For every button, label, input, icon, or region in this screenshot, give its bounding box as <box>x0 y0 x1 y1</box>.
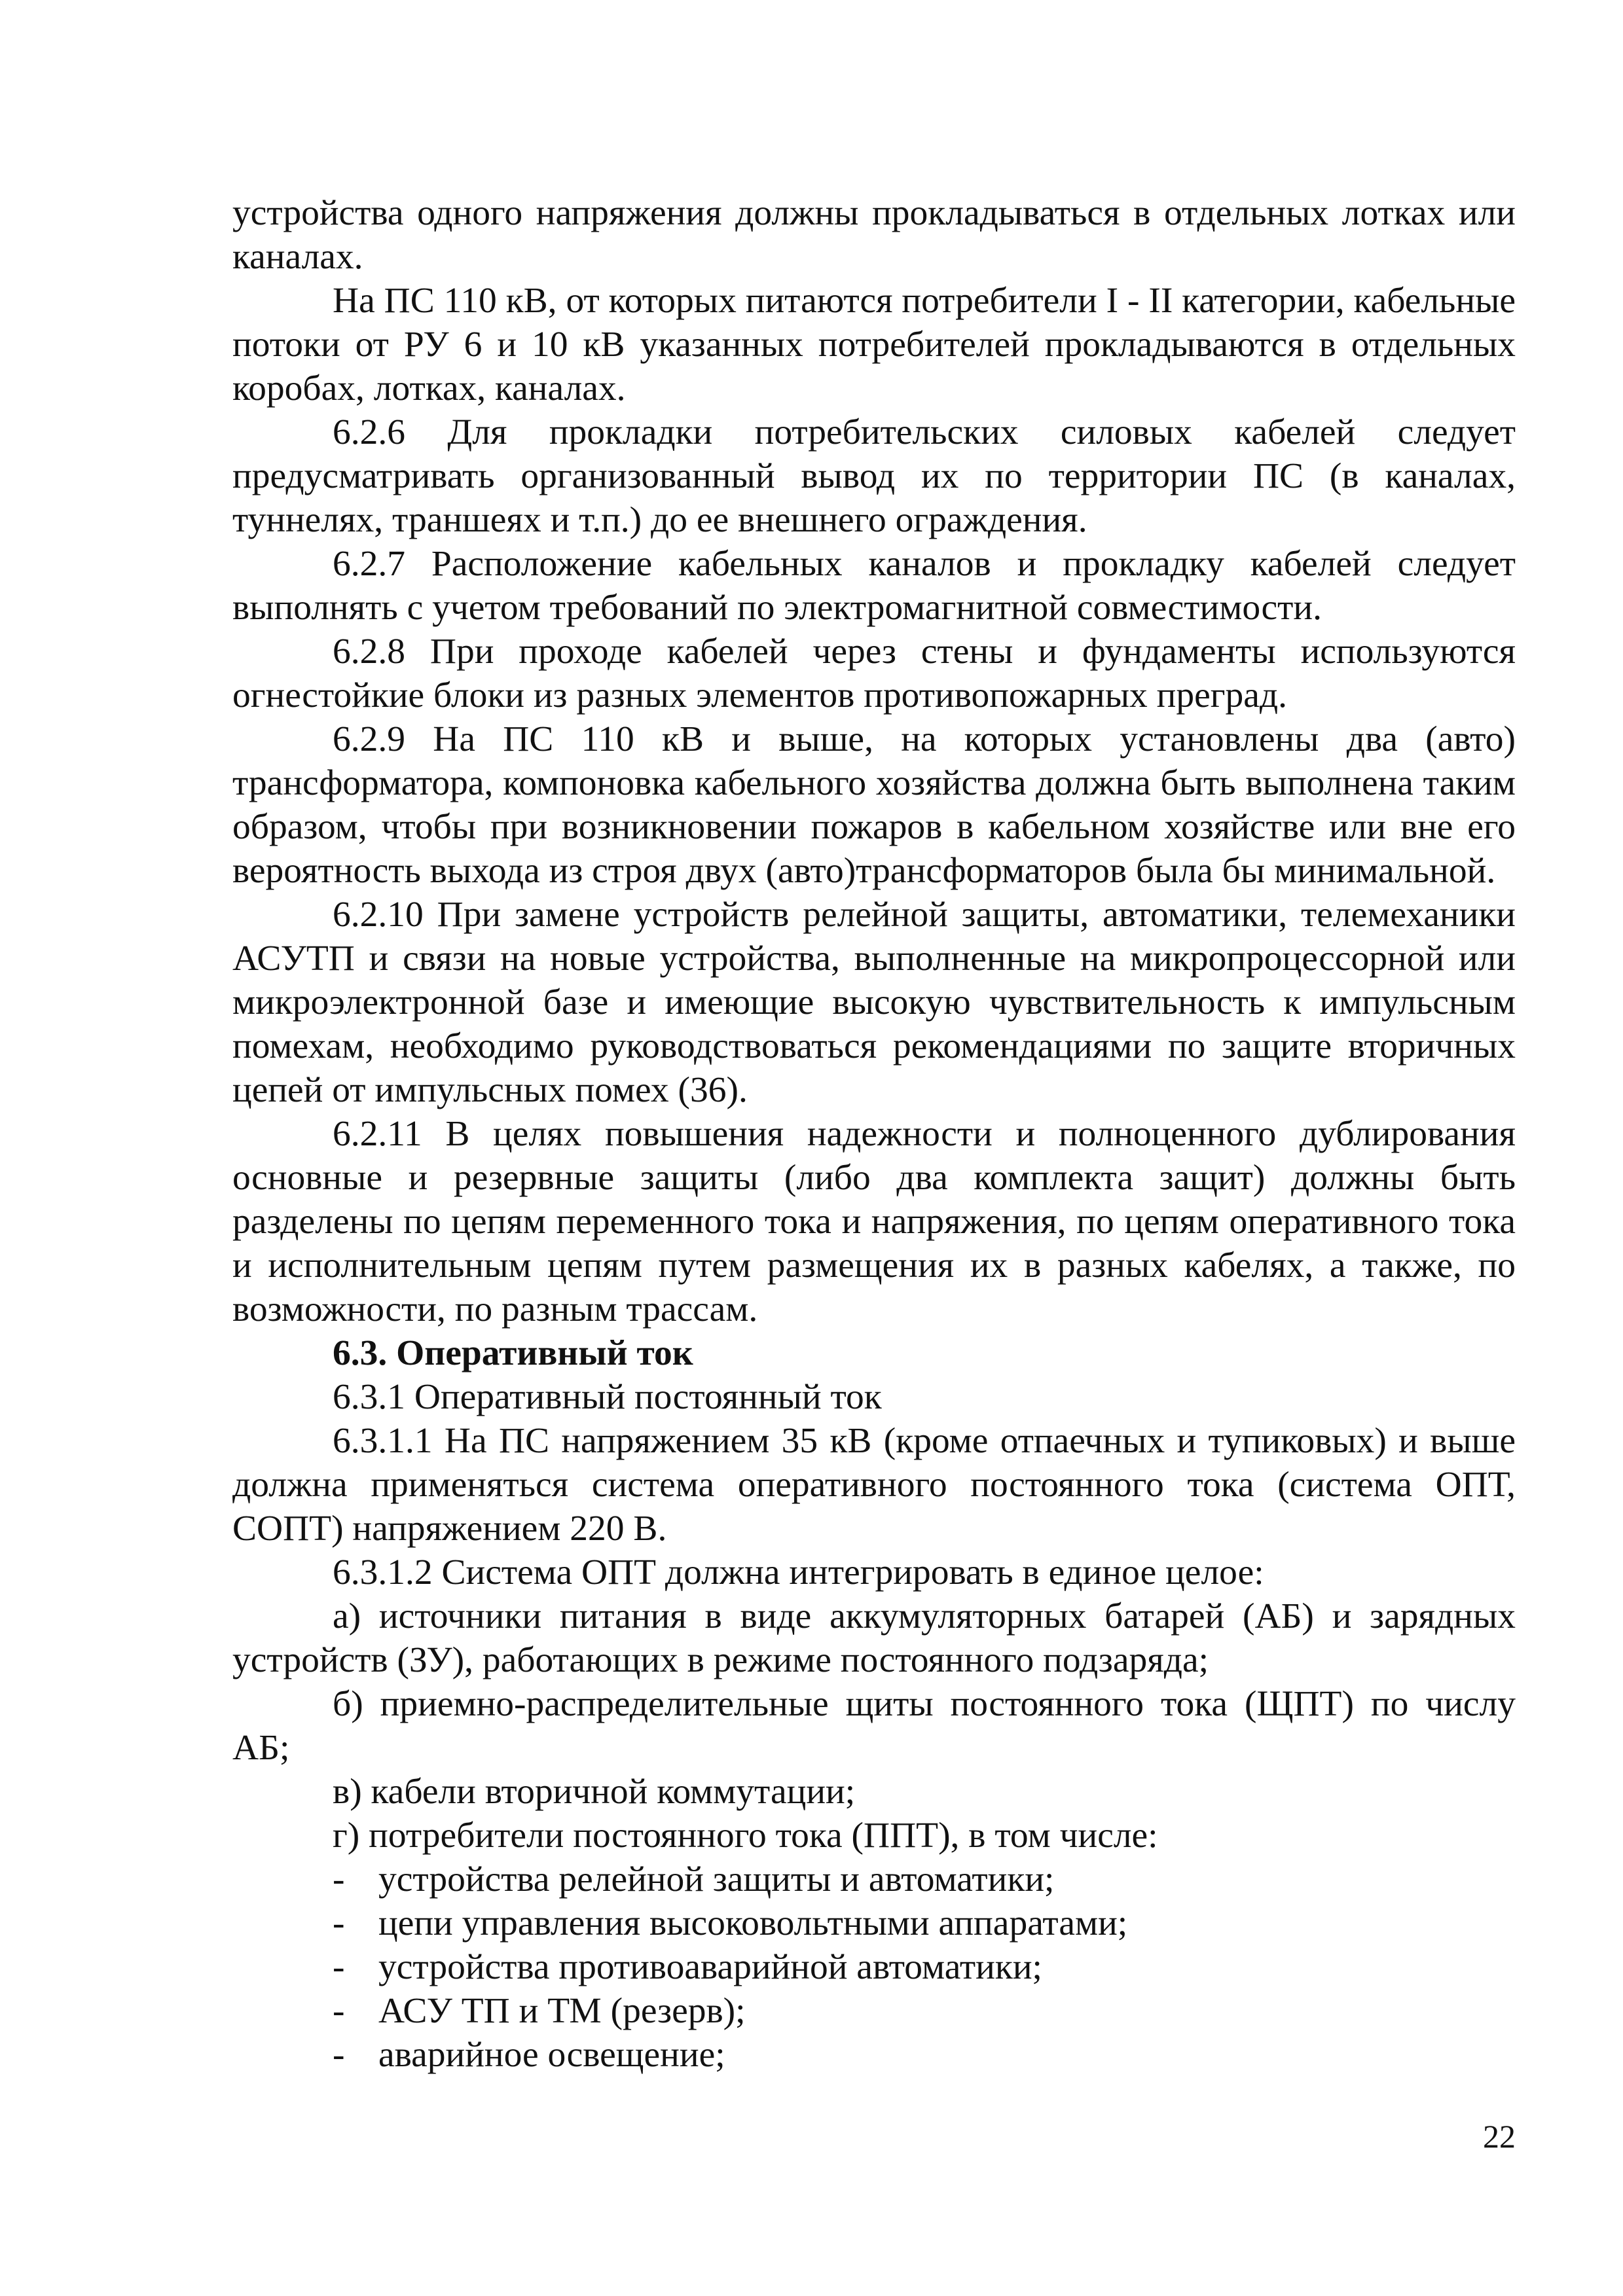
paragraph-ps-110kv: На ПС 110 кВ, от которых питаются потребители I - II категории, кабельные потоки от РУ 6 и 10 кВ указанных потребителей прокладываются в отдельных коробах, лотках, каналах. <box>232 281 1516 408</box>
paragraph-6-2-11: 6.2.11 В целях повышения надежности и полноценного дублирования основные и резервные защиты (либо два комплекта защит) должны быть разделены по цепям переменного тока и напряжения, по цепям оперативного тока и исполнительным цепям путем размещения их в разных кабелях, а также, по возможности, по разным трассам. <box>232 1114 1516 1329</box>
bullet-item <box>232 1945 1516 1989</box>
paragraph-6-2-8: 6.2.8 При проходе кабелей через стены и фундаменты используются огнестойкие блоки из разных элементов противопожарных преград. <box>232 632 1516 715</box>
bullet-text: устройства противоаварийной автоматики; <box>378 1947 1042 1987</box>
bullet-item <box>232 1901 1516 1945</box>
page-number: 22 <box>1483 2118 1516 2155</box>
subsection-6-3-1: 6.3.1 Оперативный постоянный ток <box>333 1377 882 1417</box>
list-item-a: а) источники питания в виде аккумуляторных батарей (АБ) и зарядных устройств (ЗУ), работающих в режиме постоянного подзаряда; <box>232 1596 1516 1680</box>
list-item-g: г) потребители постоянного тока (ППТ), в том числе: <box>333 1816 1158 1856</box>
bullet-dash: - <box>333 1991 345 2031</box>
bullet-text: цепи управления высоковольтными аппаратами; <box>378 1903 1128 1943</box>
paragraph-6-3-1-2: 6.3.1.2 Система ОПТ должна интегрировать в единое целое: <box>333 1552 1264 1592</box>
bullet-dash: - <box>333 1947 345 1987</box>
paragraph-6-2-6: 6.2.6 Для прокладки потребительских силовых кабелей следует предусматривать организованный вывод их по территории ПС (в каналах, туннелях, траншеях и т.п.) до ее внешнего ограждения. <box>232 412 1516 540</box>
bullet-text: устройства релейной защиты и автоматики; <box>378 1859 1055 1899</box>
bullet-item <box>232 1857 1516 1901</box>
paragraph-6-3-1-1: 6.3.1.1 На ПС напряжением 35 кВ (кроме отпаечных и тупиковых) и выше должна применяться система оперативного постоянного тока (система ОПТ, СОПТ) напряжением 220 В. <box>232 1421 1516 1549</box>
list-item-b: б) приемно-распределительные щиты постоянного тока (ЩПТ) по числу АБ; <box>232 1684 1516 1768</box>
paragraph-6-2-9: 6.2.9 На ПС 110 кВ и выше, на которых установлены два (авто) трансформатора, компоновка кабельного хозяйства должна быть выполнена таким образом, чтобы при возникновении пожаров в кабельном хозяйстве или вне его вероятность выхода из строя двух (авто)трансформаторов была бы минимальной. <box>232 719 1516 891</box>
section-heading-6-3: 6.3. Оперативный ток <box>333 1333 693 1373</box>
paragraph-6-2-7: 6.2.7 Расположение кабельных каналов и прокладку кабелей следует выполнять с учетом требований по электромагнитной совместимости. <box>232 544 1516 628</box>
bullet-text: аварийное освещение; <box>378 2035 725 2075</box>
paragraph-continuation: устройства одного напряжения должны прокладываться в отдельных лотках или каналах. <box>232 193 1516 277</box>
paragraph-6-2-10: 6.2.10 При замене устройств релейной защиты, автоматики, телемеханики АСУТП и связи на новые устройства, выполненные на микропроцессорной или микроэлектронной базе и имеющие высокую чувствительность к импульсным помехам, необходимо руководствоваться рекомендациями по защите вторичных цепей от импульсных помех (36). <box>232 895 1516 1110</box>
bullet-item <box>232 2033 1516 2077</box>
bullet-dash: - <box>333 1859 345 1899</box>
list-item-v: в) кабели вторичной коммутации; <box>333 1772 856 1812</box>
bullet-dash: - <box>333 2035 345 2075</box>
bullet-text: АСУ ТП и ТМ (резерв); <box>378 1991 746 2031</box>
bullet-dash: - <box>333 1903 345 1943</box>
document-page <box>232 191 1516 2077</box>
bullet-item <box>232 1989 1516 2033</box>
